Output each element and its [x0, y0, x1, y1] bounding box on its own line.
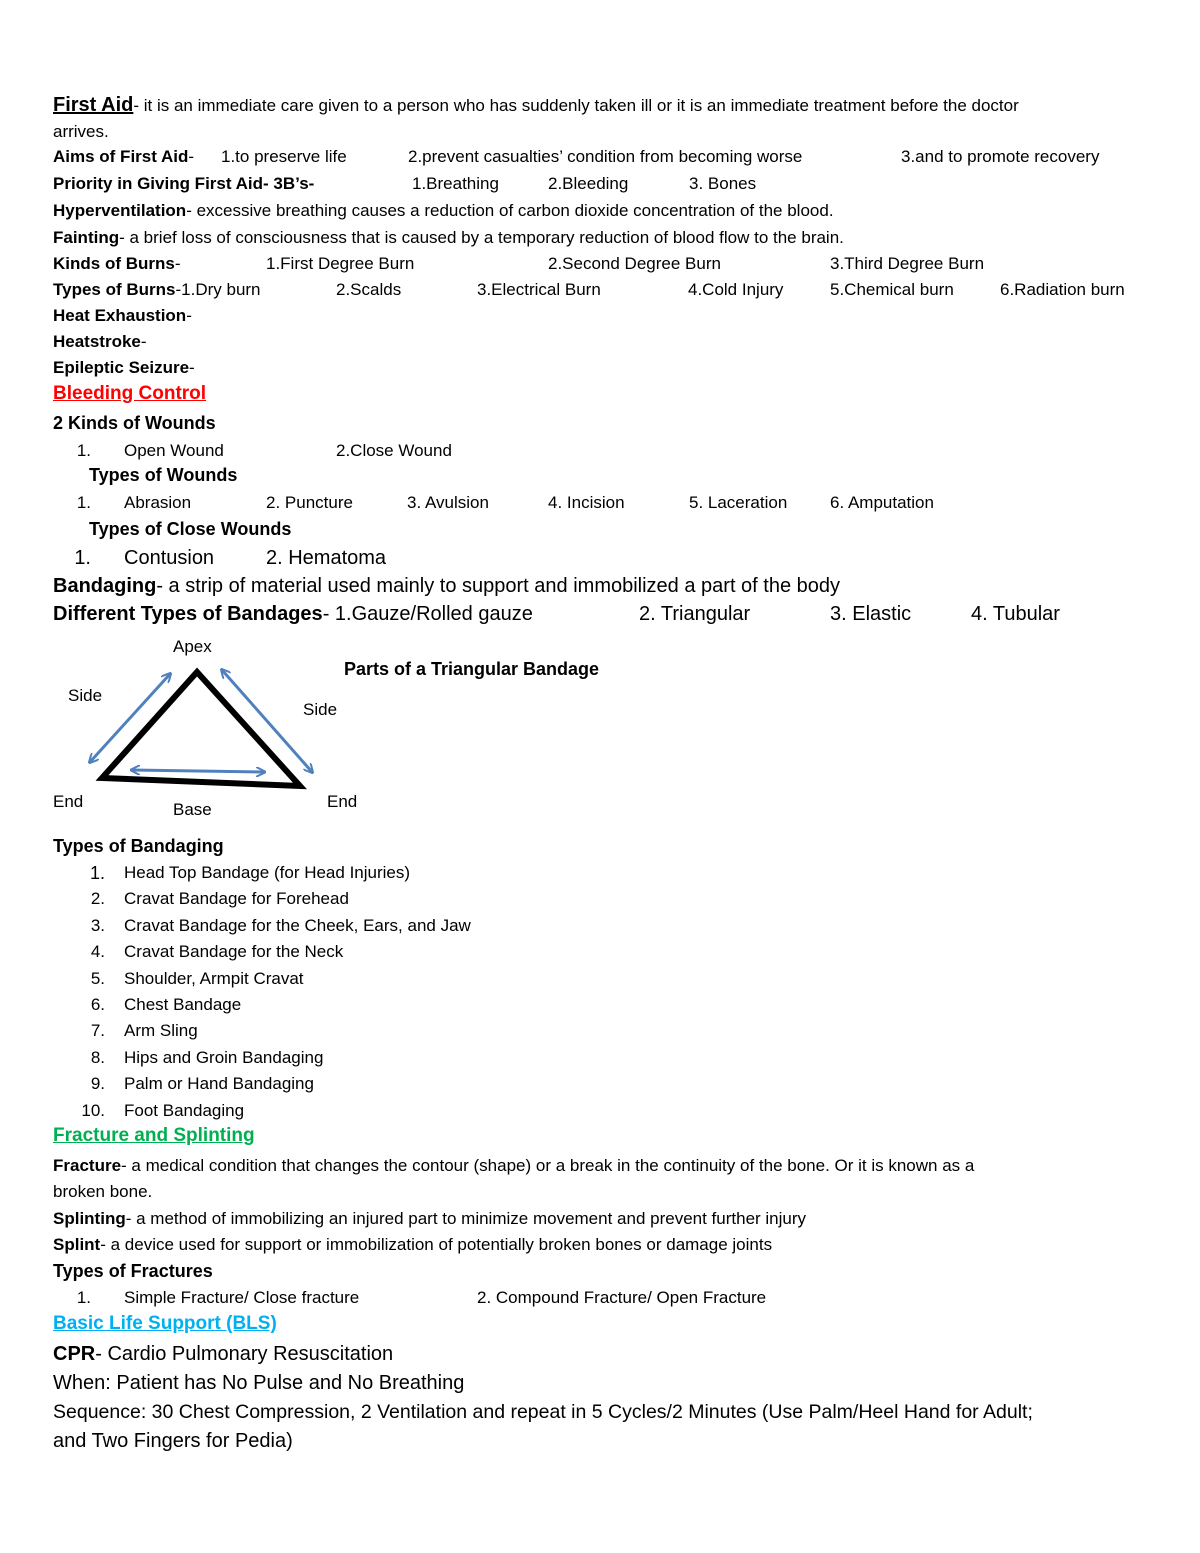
bandaging-item-text: Arm Sling — [124, 1021, 198, 1041]
base-arrow — [132, 770, 264, 772]
wound-types-title: Types of Wounds — [89, 465, 238, 485]
fracture-types-title: Types of Fractures — [53, 1261, 213, 1281]
bls-heading: Basic Life Support (BLS) — [53, 1313, 277, 1334]
list-number: 10. — [81, 1100, 105, 1120]
heat-exhaustion-term: Heat Exhaustion — [53, 306, 187, 325]
list-number: 9. — [90, 1074, 105, 1094]
bandaging-item-text: Hips and Groin Bandaging — [124, 1047, 324, 1067]
diagram-apex-label: Apex — [173, 637, 212, 656]
bandage-type: 3. Elastic — [830, 603, 912, 625]
bandage-type: 4. Tubular — [971, 603, 1060, 625]
wound-type: 4. Incision — [548, 493, 625, 512]
cpr-sequence: Sequence: 30 Chest Compression, 2 Ventilation and repeat in 5 Cycles/2 Minutes (Use Palm/Heel Hand for Adult; — [53, 1401, 1033, 1423]
diagram-title: Parts of a Triangular Bandage — [344, 659, 600, 679]
types-burns-item: -1.Dry burn — [175, 280, 261, 299]
fracture-line — [53, 1155, 974, 1177]
list-number: 1. — [76, 441, 91, 460]
heatstroke-term: Heatstroke — [53, 332, 141, 351]
fracture-def-cont: broken bone. — [53, 1182, 153, 1201]
wound-type: 6. Amputation — [830, 493, 934, 512]
fracture-def: - a medical condition that changes the contour (shape) or a break in the continuity of the bone. Or it is known as a — [121, 1156, 975, 1175]
bandaging-item-text: Cravat Bandage for Forehead — [124, 889, 349, 909]
bandaging-term: Bandaging — [53, 575, 157, 597]
cpr-sequence-cont: and Two Fingers for Pedia) — [53, 1430, 293, 1452]
bandaging-item-text: Palm or Hand Bandaging — [124, 1074, 314, 1094]
cpr-term: CPR — [53, 1343, 96, 1365]
kinds-burns-item: 2.Second Degree Burn — [548, 254, 721, 273]
bleeding-heading: Bleeding Control — [53, 383, 207, 404]
bandaging-types-title: Types of Bandaging — [53, 836, 224, 856]
heatstroke-sep: - — [140, 332, 147, 351]
list-number: 7. — [90, 1021, 105, 1041]
bandage-types-sep: - — [322, 603, 335, 625]
bandaging-def: - a strip of material used mainly to support and immobilized a part of the body — [156, 575, 841, 597]
bandaging-item-text: Shoulder, Armpit Cravat — [124, 968, 304, 988]
bandaging-item-text: Cravat Bandage for the Cheek, Ears, and Jaw — [124, 915, 471, 935]
list-number: 1. — [76, 493, 91, 512]
fracture-type: Simple Fracture/ Close fracture — [124, 1288, 360, 1307]
fainting-def: - a brief loss of consciousness that is caused by a temporary reduction of blood flow to the brain. — [119, 228, 844, 247]
wound-kind: Open Wound — [124, 441, 224, 460]
wound-type: 3. Avulsion — [407, 493, 489, 512]
priority-item: 2.Bleeding — [548, 174, 629, 193]
splint-def: - a device used for support or immobilization of potentially broken bones or damage joints — [100, 1235, 773, 1254]
wound-type: 5. Laceration — [689, 493, 788, 512]
bandaging-item-text: Head Top Bandage (for Head Injuries) — [124, 863, 411, 882]
kinds-burns-sep: - — [174, 254, 181, 273]
wound-kind: 2.Close Wound — [336, 441, 452, 460]
list-number: 8. — [90, 1047, 105, 1067]
close-wounds-title: Types of Close Wounds — [89, 519, 292, 539]
hyperventilation-term: Hyperventilation — [53, 201, 187, 220]
first-aid-definition-cont: arrives. — [53, 122, 109, 141]
epileptic-sep: - — [189, 358, 195, 377]
bandage-type: 2. Triangular — [639, 603, 751, 625]
bandaging-item-text: Cravat Bandage for the Neck — [124, 942, 344, 962]
aims-item: 3.and to promote recovery — [901, 147, 1100, 166]
priority-item: 1.Breathing — [412, 174, 499, 193]
wound-type: Abrasion — [124, 493, 192, 512]
list-number: 3. — [90, 915, 105, 935]
epileptic-term: Epileptic Seizure — [53, 358, 190, 377]
first-aid-definition: - it is an immediate care given to a person who has suddenly taken ill or it is an immediate treatment before the doctor — [133, 96, 1019, 115]
hyperventilation-def: - excessive breathing causes a reduction of carbon dioxide concentration of the blood. — [186, 201, 834, 220]
first-aid-term: First Aid — [53, 94, 134, 116]
fracture-type: 2. Compound Fracture/ Open Fracture — [477, 1288, 767, 1307]
types-burns-item: 6.Radiation burn — [1000, 280, 1125, 299]
splinting-term: Splinting — [53, 1209, 126, 1228]
diagram-end-left-label: End — [53, 792, 84, 811]
bandage-type: 1.Gauze/Rolled gauze — [334, 603, 533, 625]
wound-kinds-title: 2 Kinds of Wounds — [53, 413, 216, 433]
aims-item: 1.to preserve life — [221, 147, 347, 166]
splinting-line — [53, 1208, 806, 1230]
types-burns-item: 4.Cold Injury — [688, 280, 784, 299]
types-burns-term: Types of Burns — [53, 280, 176, 299]
priority-term: Priority in Giving First Aid- 3B’s- — [53, 174, 315, 193]
list-number: 4. — [90, 942, 105, 962]
cpr-line — [53, 1341, 393, 1367]
splinting-def: - a method of immobilizing an injured part to minimize movement and prevent further injury — [125, 1209, 807, 1228]
fracture-term: Fracture — [53, 1156, 122, 1175]
list-number: 1. — [76, 1288, 91, 1307]
diagram-side-left-label: Side — [68, 686, 103, 705]
close-wound: 2. Hematoma — [266, 547, 387, 569]
cpr-when: When: Patient has No Pulse and No Breathing — [53, 1372, 465, 1394]
aims-item: 2.prevent casualties’ condition from becoming worse — [408, 147, 803, 166]
diagram-base-label: Base — [173, 800, 212, 819]
splint-term: Splint — [53, 1235, 101, 1254]
kinds-burns-item: 1.First Degree Burn — [266, 254, 415, 273]
types-burns-item: 3.Electrical Burn — [477, 280, 601, 299]
list-number: 1. — [74, 547, 91, 569]
fainting-term: Fainting — [53, 228, 120, 247]
types-burns-item: 2.Scalds — [336, 280, 402, 299]
side-right-arrow — [222, 670, 312, 772]
list-number: 5. — [90, 968, 105, 988]
heat-exhaustion-sep: - — [186, 306, 192, 325]
aims-term: Aims of First Aid — [53, 147, 189, 166]
bandaging-item-text: Chest Bandage — [124, 995, 242, 1014]
cpr-def: - Cardio Pulmonary Resuscitation — [95, 1343, 394, 1365]
triangle-outline — [102, 672, 300, 786]
types-burns-item: 5.Chemical burn — [830, 280, 954, 299]
list-number: 1. — [89, 863, 105, 883]
close-wound: Contusion — [124, 547, 215, 569]
splint-line — [53, 1234, 772, 1256]
kinds-burns-term: Kinds of Burns — [53, 254, 175, 273]
fracture-heading: Fracture and Splinting — [53, 1125, 255, 1146]
wound-type: 2. Puncture — [266, 493, 353, 512]
priority-item: 3. Bones — [689, 174, 757, 193]
aims-sep: - — [188, 147, 195, 166]
list-number: 6. — [90, 995, 105, 1014]
bandage-types-term: Different Types of Bandages — [53, 603, 323, 625]
diagram-end-right-label: End — [327, 792, 358, 811]
bandaging-item-text: Foot Bandaging — [124, 1100, 245, 1120]
list-number: 2. — [90, 889, 105, 909]
diagram-side-right-label: Side — [303, 700, 338, 719]
kinds-burns-item: 3.Third Degree Burn — [830, 254, 985, 273]
